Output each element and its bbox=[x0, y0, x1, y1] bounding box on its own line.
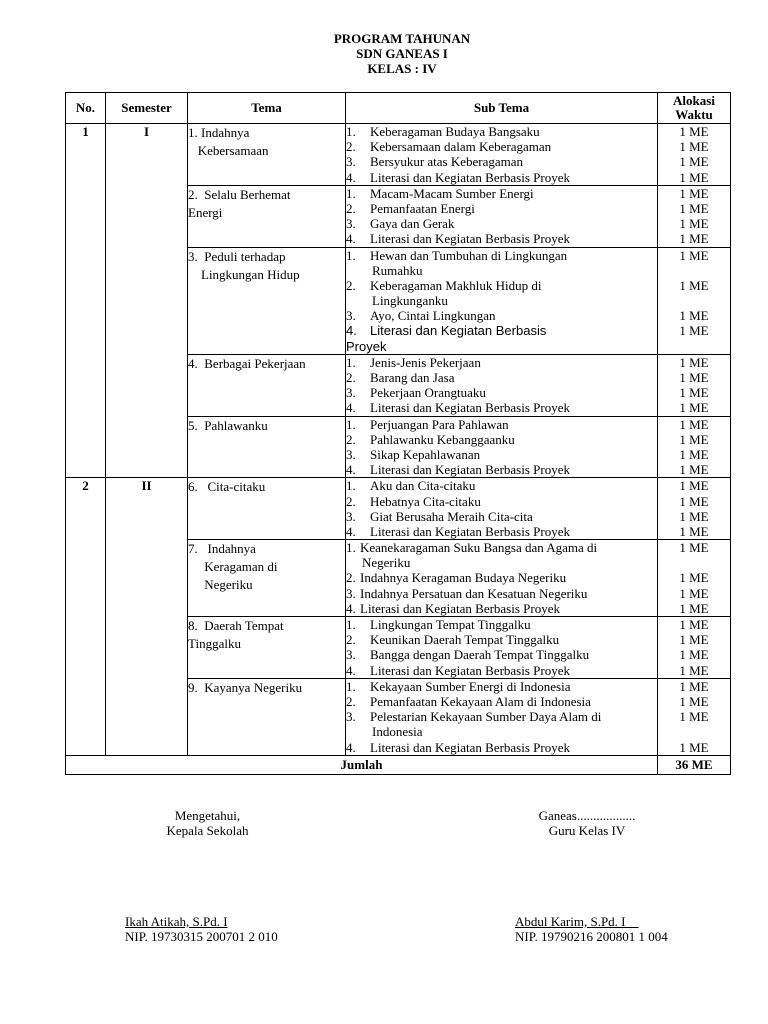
subtheme-number: 4. bbox=[346, 400, 356, 416]
subtheme-cell bbox=[346, 540, 658, 617]
allocation-value: 1 ME bbox=[679, 216, 709, 232]
subtheme-text: Indahnya Keragaman Budaya Negeriku bbox=[360, 570, 567, 586]
header-alokasi-line2: Waktu bbox=[675, 107, 713, 122]
subtheme-number: 2. bbox=[346, 277, 356, 293]
subtheme-number: 2. bbox=[346, 370, 356, 385]
subtheme-text: Pemanfaatan Energi bbox=[370, 200, 475, 216]
class-label: KELAS : IV bbox=[367, 61, 437, 76]
allocation-value: 1 ME bbox=[679, 124, 709, 139]
allocation-value: 1 ME bbox=[679, 632, 709, 648]
subtheme-continuation: Indonesia bbox=[372, 724, 423, 740]
subtheme-item bbox=[346, 586, 657, 601]
subtheme-text: Keunikan Daerah Tempat Tinggalku bbox=[370, 632, 560, 648]
allocation-value: 1 ME bbox=[679, 370, 709, 385]
allocation-cell bbox=[658, 354, 731, 416]
subtheme-text: Bersyukur atas Keberagaman bbox=[370, 154, 524, 170]
subtheme-text: Macam-Macam Sumber Energi bbox=[370, 185, 534, 201]
allocation-value: 1 ME bbox=[679, 462, 709, 478]
subtheme-text: Giat Berusaha Meraih Cita-cita bbox=[370, 508, 533, 524]
teacher-identity bbox=[515, 914, 668, 944]
subtheme-item bbox=[346, 462, 657, 477]
principal-identity bbox=[125, 914, 278, 944]
total-value: 36 ME bbox=[658, 755, 731, 774]
subtheme-number: 1. bbox=[346, 416, 356, 432]
subtheme-text: Kebersamaan dalam Keberagaman bbox=[370, 139, 552, 155]
allocation-cell bbox=[658, 416, 731, 478]
subtheme-item bbox=[346, 709, 657, 724]
subtheme-text: Hewan dan Tumbuhan di Lingkungan bbox=[370, 247, 568, 263]
row-number: 1 bbox=[66, 124, 106, 478]
subtheme-number: 4. bbox=[346, 323, 357, 339]
subtheme-text: Literasi dan Kegiatan Berbasis Proyek bbox=[360, 600, 560, 616]
allocation-value: 1 ME bbox=[679, 308, 709, 324]
allocation-value: 1 ME bbox=[679, 139, 709, 155]
subtheme-item bbox=[346, 355, 657, 370]
allocation-value: 1 ME bbox=[679, 185, 709, 201]
row-semester: II bbox=[106, 478, 188, 755]
subtheme-number: 3. bbox=[346, 709, 356, 725]
row-number: 2 bbox=[66, 478, 106, 755]
subtheme-text: Perjuangan Para Pahlawan bbox=[370, 416, 509, 432]
allocation-cell bbox=[658, 247, 731, 354]
total-label: Jumlah bbox=[66, 755, 658, 774]
theme-title-line: Tinggalku bbox=[188, 636, 241, 651]
allocation-value: 1 ME bbox=[679, 200, 709, 216]
allocation-cell bbox=[658, 478, 731, 540]
subtheme-continuation: Rumahku bbox=[372, 262, 423, 278]
theme-title-line: 4. Berbagai Pekerjaan bbox=[188, 355, 306, 371]
subtheme-number: 1. bbox=[346, 478, 356, 494]
header-alokasi-line1: Alokasi bbox=[673, 93, 715, 108]
subtheme-item bbox=[346, 154, 657, 169]
allocation-value: 1 ME bbox=[679, 323, 709, 339]
subtheme-text: Literasi dan Kegiatan Berbasis Proyek bbox=[370, 400, 570, 416]
subtheme-number: 1. bbox=[346, 540, 356, 556]
allocation-value: 1 ME bbox=[679, 617, 709, 632]
subtheme-text: Keberagaman Budaya Bangsaku bbox=[370, 124, 540, 139]
school-name: SDN GANEAS I bbox=[356, 46, 448, 61]
theme-title-line: 3. Peduli terhadap bbox=[188, 248, 286, 264]
table-body bbox=[66, 124, 731, 756]
theme-cell bbox=[188, 478, 346, 540]
subtheme-number: 3. bbox=[346, 647, 356, 663]
subtheme-item bbox=[346, 679, 657, 694]
subtheme-text: Literasi dan Kegiatan Berbasis Proyek bbox=[370, 523, 570, 539]
subtheme-item bbox=[346, 524, 657, 539]
allocation-value: 1 ME bbox=[679, 739, 709, 755]
subtheme-number: 4. bbox=[346, 662, 356, 678]
teacher-title: Guru Kelas IV bbox=[548, 823, 626, 838]
subtheme-item bbox=[346, 139, 657, 154]
theme-title-line: 9. Kayanya Negeriku bbox=[188, 679, 303, 695]
subtheme-number: 4. bbox=[346, 462, 356, 478]
subtheme-item bbox=[346, 447, 657, 462]
subtheme-number: 3. bbox=[346, 585, 356, 601]
allocation-value: 1 ME bbox=[679, 709, 709, 725]
subtheme-number: 2. bbox=[346, 139, 356, 155]
allocation-value: 1 ME bbox=[679, 154, 709, 170]
subtheme-number: 2. bbox=[346, 431, 356, 447]
theme-title-line: Keragaman di bbox=[188, 559, 278, 575]
subtheme-text: Aku dan Cita-citaku bbox=[370, 478, 476, 494]
subtheme-text: Jenis-Jenis Pekerjaan bbox=[370, 354, 481, 370]
subtheme-cell bbox=[346, 416, 658, 478]
theme-title-line: Energi bbox=[188, 204, 223, 220]
subtheme-item bbox=[346, 601, 657, 616]
subtheme-number: 3. bbox=[346, 508, 356, 524]
subtheme-text: Literasi dan Kegiatan Berbasis Proyek bbox=[370, 231, 570, 247]
allocation-value: 1 ME bbox=[679, 400, 709, 416]
allocation-cell bbox=[658, 124, 731, 186]
subtheme-item bbox=[346, 124, 657, 139]
subtheme-text: Keberagaman Makhluk Hidup di bbox=[370, 277, 542, 293]
principal-title: Kepala Sekolah bbox=[166, 823, 249, 838]
subtheme-text: Ayo, Cintai Lingkungan bbox=[370, 308, 496, 324]
theme-cell bbox=[188, 678, 346, 755]
total-row bbox=[66, 755, 731, 774]
header-alokasi bbox=[658, 93, 731, 124]
acknowledged-label: Mengetahui, bbox=[174, 808, 241, 823]
subtheme-item bbox=[346, 231, 657, 246]
subtheme-number: 2. bbox=[346, 493, 356, 509]
subtheme-text: Barang dan Jasa bbox=[370, 370, 455, 385]
header-semester: Semester bbox=[106, 93, 188, 124]
place-date-label: Ganeas.................. bbox=[538, 808, 636, 823]
allocation-spacer bbox=[658, 724, 730, 739]
subtheme-cell bbox=[346, 678, 658, 755]
subtheme-text: Pelestarian Kekayaan Sumber Daya Alam di bbox=[370, 709, 602, 725]
allocation-value: 1 ME bbox=[679, 585, 709, 601]
principal-nip: NIP. 19730315 200701 2 010 bbox=[125, 929, 278, 944]
subtheme-item bbox=[346, 417, 657, 432]
subtheme-cell bbox=[346, 354, 658, 416]
teacher-nip: NIP. 19790216 200801 1 004 bbox=[515, 929, 668, 944]
subtheme-item bbox=[346, 278, 657, 293]
theme-title-line: 8. Daerah Tempat bbox=[188, 618, 284, 633]
subtheme-number: 1. bbox=[346, 678, 356, 694]
subtheme-number: 3. bbox=[346, 385, 356, 401]
subtheme-item bbox=[346, 540, 657, 555]
allocation-value: 1 ME bbox=[679, 385, 709, 401]
subtheme-text: Keanekaragaman Suku Bangsa dan Agama di bbox=[360, 540, 598, 556]
subtheme-cell bbox=[346, 478, 658, 540]
subtheme-number: 4. bbox=[346, 231, 356, 247]
subtheme-item bbox=[346, 385, 657, 400]
subtheme-item bbox=[346, 432, 657, 447]
subtheme-item bbox=[346, 570, 657, 585]
subtheme-item bbox=[346, 308, 657, 323]
allocation-value: 1 ME bbox=[679, 431, 709, 447]
subtheme-text: Literasi dan Kegiatan Berbasis bbox=[370, 323, 547, 339]
subtheme-text: Hebatnya Cita-citaku bbox=[370, 493, 481, 509]
subtheme-number: 1. bbox=[346, 247, 356, 263]
subtheme-number: 3. bbox=[346, 446, 356, 462]
allocation-value: 1 ME bbox=[679, 678, 709, 694]
teacher-signature-block bbox=[532, 808, 642, 838]
subtheme-cell bbox=[346, 124, 658, 186]
allocation-value: 1 ME bbox=[679, 247, 709, 263]
subtheme-item bbox=[346, 617, 657, 632]
allocation-value: 1 ME bbox=[679, 478, 709, 494]
theme-cell bbox=[188, 354, 346, 416]
theme-row bbox=[66, 124, 731, 186]
theme-cell bbox=[188, 540, 346, 617]
allocation-value: 1 ME bbox=[679, 493, 709, 509]
allocation-value: 1 ME bbox=[679, 508, 709, 524]
subtheme-item bbox=[346, 370, 657, 385]
theme-cell bbox=[188, 416, 346, 478]
subtheme-text: Pahlawanku Kebanggaanku bbox=[370, 431, 515, 447]
allocation-value: 1 ME bbox=[679, 416, 709, 432]
allocation-cell bbox=[658, 540, 731, 617]
subtheme-text: Literasi dan Kegiatan Berbasis Proyek bbox=[370, 739, 570, 755]
subtheme-item bbox=[346, 740, 657, 755]
subtheme-text: Indahnya Persatuan dan Kesatuan Negeriku bbox=[360, 585, 588, 601]
header-subtema: Sub Tema bbox=[346, 93, 658, 124]
allocation-spacer bbox=[658, 293, 730, 308]
theme-title-line: 7. Indahnya bbox=[188, 541, 256, 557]
subtheme-item bbox=[346, 694, 657, 709]
subtheme-text: Pekerjaan Orangtuaku bbox=[370, 385, 486, 401]
subtheme-item bbox=[346, 201, 657, 216]
allocation-value: 1 ME bbox=[679, 540, 709, 556]
subtheme-number: 3. bbox=[346, 154, 356, 170]
subtheme-text: Lingkungan Tempat Tinggalku bbox=[370, 617, 531, 632]
subtheme-text: Gaya dan Gerak bbox=[370, 216, 455, 232]
theme-cell bbox=[188, 247, 346, 354]
subtheme-number: 2. bbox=[346, 693, 356, 709]
subtheme-item bbox=[346, 663, 657, 678]
subtheme-number: 3. bbox=[346, 308, 356, 324]
subtheme-item bbox=[346, 509, 657, 524]
doc-title: PROGRAM TAHUNAN bbox=[333, 31, 471, 46]
allocation-cell bbox=[658, 678, 731, 755]
allocation-value: 1 ME bbox=[679, 231, 709, 247]
allocation-value: 1 ME bbox=[679, 647, 709, 663]
teacher-name: Abdul Karim, S.Pd. I bbox=[515, 914, 639, 929]
subtheme-item bbox=[346, 478, 657, 493]
subtheme-item bbox=[346, 248, 657, 263]
program-table bbox=[65, 92, 731, 775]
subtheme-text: Kekayaan Sumber Energi di Indonesia bbox=[370, 678, 571, 694]
allocation-value: 1 ME bbox=[679, 523, 709, 539]
subtheme-item bbox=[346, 323, 657, 338]
header-no: No. bbox=[66, 93, 106, 124]
subtheme-text: Pemanfaatan Kekayaan Alam di Indonesia bbox=[370, 693, 591, 709]
subtheme-continuation: Lingkunganku bbox=[372, 293, 448, 309]
subtheme-item bbox=[346, 170, 657, 185]
theme-title-line: 1. Indahnya bbox=[188, 125, 250, 140]
subtheme-number: 1. bbox=[346, 124, 356, 139]
allocation-value: 1 ME bbox=[679, 600, 709, 616]
allocation-value: 1 ME bbox=[679, 570, 709, 586]
theme-title-line: 6. Cita-citaku bbox=[188, 479, 266, 495]
theme-title-line: Negeriku bbox=[188, 577, 253, 593]
subtheme-item bbox=[346, 647, 657, 662]
subtheme-text: Bangga dengan Daerah Tempat Tinggalku bbox=[370, 647, 590, 663]
subtheme-cell bbox=[346, 617, 658, 679]
subtheme-number: 3. bbox=[346, 216, 356, 232]
allocation-cell bbox=[658, 617, 731, 679]
subtheme-item bbox=[346, 186, 657, 201]
subtheme-number: 4. bbox=[346, 169, 356, 185]
theme-title-line: 2. Selalu Berhemat bbox=[188, 186, 291, 202]
subtheme-number: 4. bbox=[346, 523, 356, 539]
theme-row bbox=[66, 478, 731, 540]
subtheme-number: 1. bbox=[346, 185, 356, 201]
allocation-cell bbox=[658, 185, 731, 247]
table-header-row bbox=[66, 93, 731, 124]
subtheme-number: 1. bbox=[346, 617, 356, 632]
allocation-value: 1 ME bbox=[679, 169, 709, 185]
subtheme-number: 4. bbox=[346, 600, 356, 616]
allocation-spacer bbox=[658, 339, 730, 354]
subtheme-number: 4. bbox=[346, 739, 356, 755]
theme-title-line: Lingkungan Hidup bbox=[188, 266, 300, 282]
header-tema: Tema bbox=[188, 93, 346, 124]
allocation-value: 1 ME bbox=[679, 662, 709, 678]
theme-title-line: 5. Pahlawanku bbox=[188, 417, 268, 433]
subtheme-cell bbox=[346, 247, 658, 354]
subtheme-number: 2. bbox=[346, 632, 356, 648]
subtheme-item bbox=[346, 400, 657, 415]
subtheme-number: 2. bbox=[346, 200, 356, 216]
principal-signature-block bbox=[160, 808, 255, 838]
allocation-value: 1 ME bbox=[679, 693, 709, 709]
subtheme-number: 2. bbox=[346, 570, 356, 586]
theme-cell bbox=[188, 185, 346, 247]
allocation-value: 1 ME bbox=[679, 354, 709, 370]
subtheme-text: Sikap Kepahlawanan bbox=[370, 446, 481, 462]
allocation-value: 1 ME bbox=[679, 446, 709, 462]
subtheme-text: Literasi dan Kegiatan Berbasis Proyek bbox=[370, 462, 570, 478]
subtheme-continuation: Negeriku bbox=[362, 555, 411, 571]
subtheme-item bbox=[346, 494, 657, 509]
principal-name: Ikah Atikah, S.Pd. I bbox=[125, 914, 228, 929]
subtheme-cell bbox=[346, 185, 658, 247]
theme-title-line: Kebersamaan bbox=[188, 143, 269, 158]
allocation-value: 1 ME bbox=[679, 277, 709, 293]
subtheme-text: Literasi dan Kegiatan Berbasis Proyek bbox=[370, 169, 570, 185]
theme-cell bbox=[188, 124, 346, 186]
subtheme-continuation: Proyek bbox=[346, 338, 387, 354]
subtheme-item bbox=[346, 632, 657, 647]
allocation-spacer bbox=[658, 555, 730, 570]
allocation-spacer bbox=[658, 263, 730, 278]
subtheme-item bbox=[346, 216, 657, 231]
subtheme-number: 1. bbox=[346, 354, 356, 370]
row-semester: I bbox=[106, 124, 188, 478]
theme-cell bbox=[188, 617, 346, 679]
subtheme-text: Literasi dan Kegiatan Berbasis Proyek bbox=[370, 662, 570, 678]
